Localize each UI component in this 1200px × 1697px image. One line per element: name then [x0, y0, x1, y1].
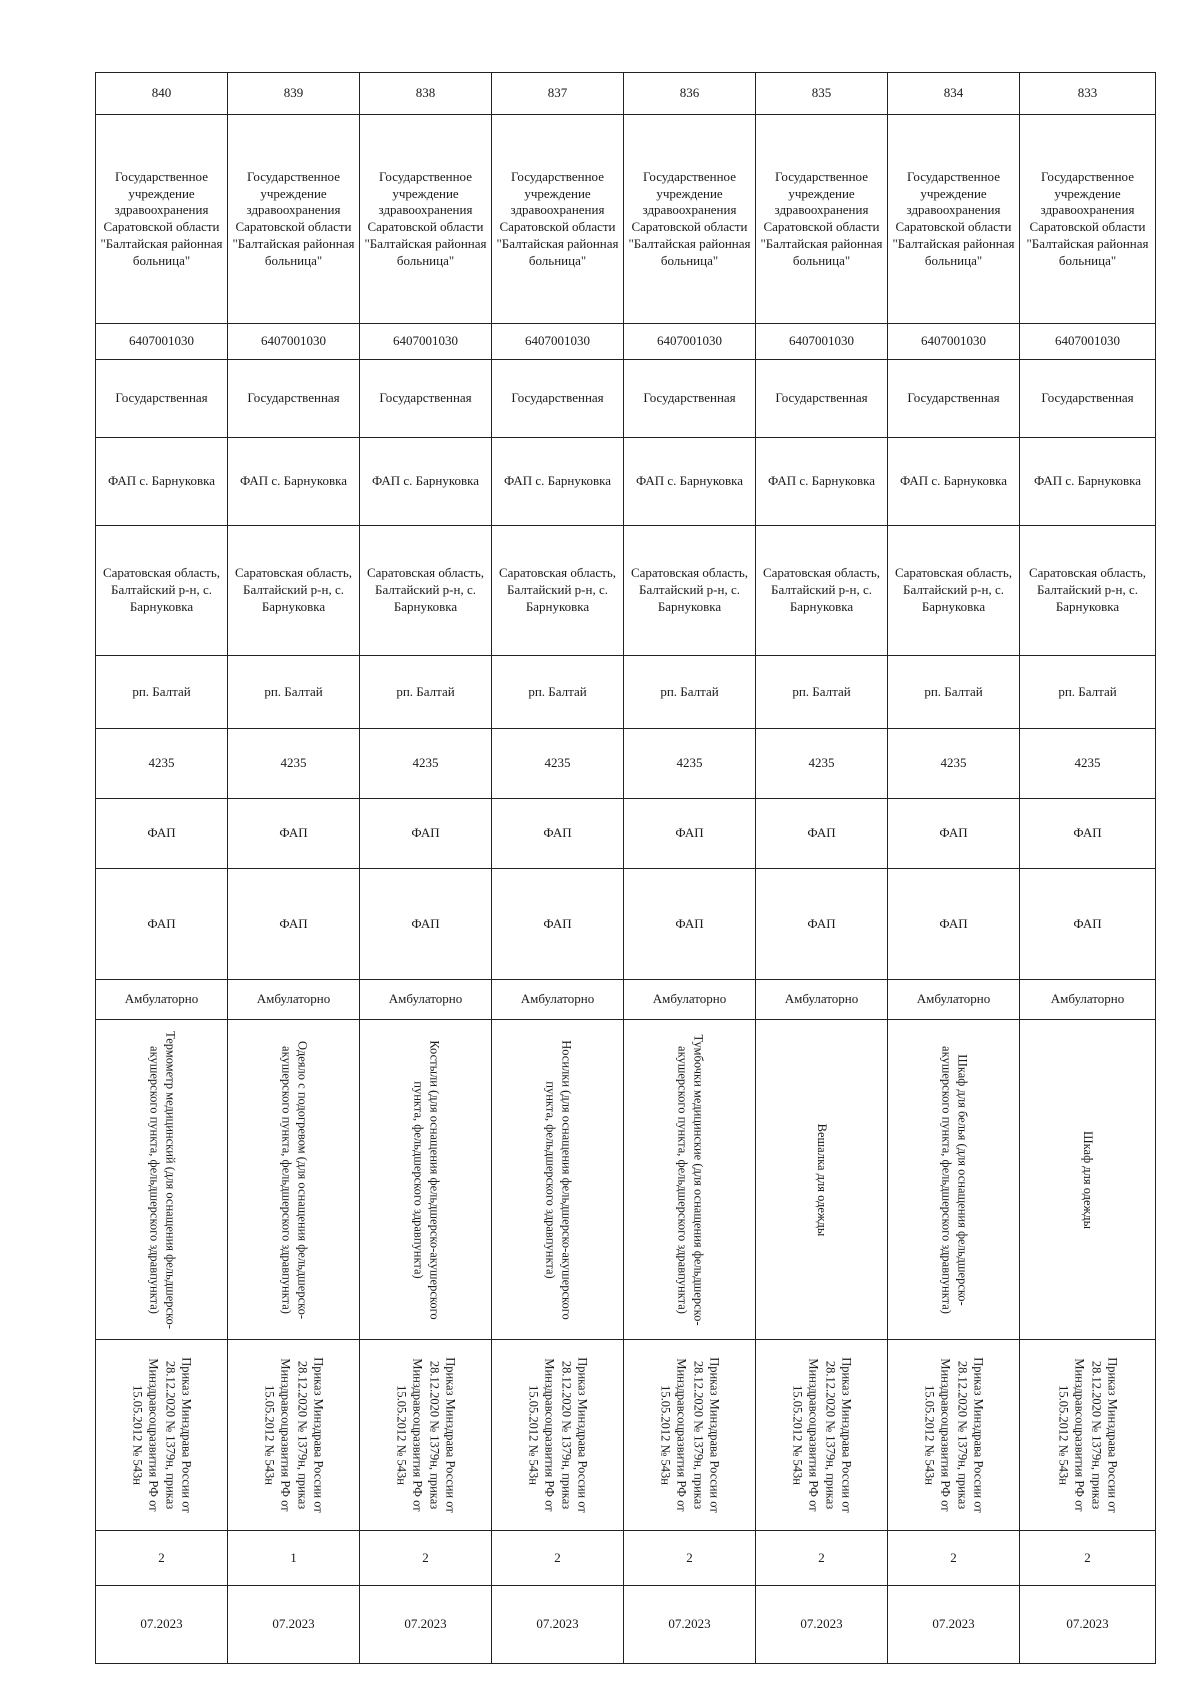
- inn-cell: 6407001030: [492, 324, 624, 359]
- regulation-text: Приказ Минздрава России от 28.12.2020 № 1379н, приказ Минздравсоцразвития РФ от 15.05.2012 № 543н: [658, 1357, 721, 1513]
- ownership-cell: Государственная: [360, 359, 492, 437]
- date-cell: 07.2023: [624, 1586, 756, 1664]
- regulation-text: Приказ Минздрава России от 28.12.2020 № 1379н, приказ Минздравсоцразвития РФ от 15.05.2012 № 543н: [922, 1357, 985, 1513]
- facility-subtype-cell: ФАП: [360, 869, 492, 980]
- care-condition-cell: Амбулаторно: [624, 980, 756, 1020]
- date-cell: 07.2023: [228, 1586, 360, 1664]
- record-number-cell: 838: [360, 73, 492, 115]
- record-number-cell: 835: [756, 73, 888, 115]
- table-row: [96, 656, 1156, 728]
- care-condition-cell: Амбулаторно: [756, 980, 888, 1020]
- inn-cell: 6407001030: [360, 324, 492, 359]
- equipment-name-text: Носилки (для оснащения фельдшерско-акушерского пункта, фельдшерского здравпункта): [542, 1039, 573, 1320]
- facility-type-cell: ФАП: [228, 799, 360, 869]
- date-cell: 07.2023: [492, 1586, 624, 1664]
- facility-cell: ФАП с. Барнуковка: [624, 438, 756, 525]
- population-cell: 4235: [360, 728, 492, 798]
- organization-cell: Государственное учреждение здравоохранения Саратовской области "Балтайская районная больница": [228, 115, 360, 324]
- equipment-name-cell: [624, 1020, 756, 1340]
- equipment-table: [95, 72, 1156, 1664]
- inn-cell: 6407001030: [624, 324, 756, 359]
- locality-cell: рп. Балтай: [624, 656, 756, 728]
- table-row: [96, 799, 1156, 869]
- quantity-cell: 2: [1020, 1531, 1156, 1586]
- quantity-cell: 1: [228, 1531, 360, 1586]
- date-cell: 07.2023: [360, 1586, 492, 1664]
- table-row: [96, 525, 1156, 656]
- facility-type-cell: ФАП: [360, 799, 492, 869]
- facility-type-cell: ФАП: [756, 799, 888, 869]
- regulation-cell: [888, 1340, 1020, 1531]
- facility-type-cell: ФАП: [96, 799, 228, 869]
- equipment-name-cell: [1020, 1020, 1156, 1340]
- organization-cell: Государственное учреждение здравоохранения Саратовской области "Балтайская районная больница": [756, 115, 888, 324]
- regulation-cell: [96, 1340, 228, 1531]
- quantity-cell: 2: [360, 1531, 492, 1586]
- record-number-cell: 836: [624, 73, 756, 115]
- regulation-text: Приказ Минздрава России от 28.12.2020 № 1379н, приказ Минздравсоцразвития РФ от 15.05.2012 № 543н: [790, 1357, 853, 1513]
- ownership-cell: Государственная: [1020, 359, 1156, 437]
- equipment-name-cell: [888, 1020, 1020, 1340]
- address-cell: Саратовская область, Балтайский р-н, с. Барнуковка: [756, 525, 888, 656]
- record-number-cell: 834: [888, 73, 1020, 115]
- population-cell: 4235: [888, 728, 1020, 798]
- inn-cell: 6407001030: [1020, 324, 1156, 359]
- address-cell: Саратовская область, Балтайский р-н, с. Барнуковка: [228, 525, 360, 656]
- equipment-name-cell: [756, 1020, 888, 1340]
- facility-subtype-cell: ФАП: [1020, 869, 1156, 980]
- equipment-name-text: Шкаф для белья (для оснащения фельдшерско-акушерского пункта, фельдшерского здравпункта): [938, 1045, 969, 1314]
- record-number-cell: 833: [1020, 73, 1156, 115]
- organization-cell: Государственное учреждение здравоохранения Саратовской области "Балтайская районная больница": [96, 115, 228, 324]
- facility-cell: ФАП с. Барнуковка: [756, 438, 888, 525]
- table-row: [96, 359, 1156, 437]
- locality-cell: рп. Балтай: [756, 656, 888, 728]
- record-number-cell: 837: [492, 73, 624, 115]
- regulation-cell: [624, 1340, 756, 1531]
- date-cell: 07.2023: [96, 1586, 228, 1664]
- quantity-cell: 2: [624, 1531, 756, 1586]
- table-row: [96, 1586, 1156, 1664]
- table-row: [96, 438, 1156, 525]
- ownership-cell: Государственная: [228, 359, 360, 437]
- table-row: [96, 728, 1156, 798]
- facility-cell: ФАП с. Барнуковка: [360, 438, 492, 525]
- organization-cell: Государственное учреждение здравоохранения Саратовской области "Балтайская районная больница": [492, 115, 624, 324]
- locality-cell: рп. Балтай: [96, 656, 228, 728]
- locality-cell: рп. Балтай: [360, 656, 492, 728]
- table-row: [96, 1531, 1156, 1586]
- population-cell: 4235: [624, 728, 756, 798]
- record-number-cell: 840: [96, 73, 228, 115]
- facility-cell: ФАП с. Барнуковка: [96, 438, 228, 525]
- organization-cell: Государственное учреждение здравоохранения Саратовской области "Балтайская районная больница": [624, 115, 756, 324]
- equipment-name-text: Вешалка для одежды: [814, 1123, 829, 1236]
- equipment-name-cell: [228, 1020, 360, 1340]
- quantity-cell: 2: [492, 1531, 624, 1586]
- locality-cell: рп. Балтай: [888, 656, 1020, 728]
- table-row: [96, 869, 1156, 980]
- ownership-cell: Государственная: [96, 359, 228, 437]
- facility-type-cell: ФАП: [1020, 799, 1156, 869]
- facility-cell: ФАП с. Барнуковка: [228, 438, 360, 525]
- facility-subtype-cell: ФАП: [888, 869, 1020, 980]
- population-cell: 4235: [96, 728, 228, 798]
- address-cell: Саратовская область, Балтайский р-н, с. Барнуковка: [492, 525, 624, 656]
- record-number-cell: 839: [228, 73, 360, 115]
- facility-type-cell: ФАП: [492, 799, 624, 869]
- date-cell: 07.2023: [1020, 1586, 1156, 1664]
- organization-cell: Государственное учреждение здравоохранения Саратовской области "Балтайская районная больница": [888, 115, 1020, 324]
- address-cell: Саратовская область, Балтайский р-н, с. Барнуковка: [360, 525, 492, 656]
- ownership-cell: Государственная: [492, 359, 624, 437]
- population-cell: 4235: [492, 728, 624, 798]
- population-cell: 4235: [1020, 728, 1156, 798]
- address-cell: Саратовская область, Балтайский р-н, с. Барнуковка: [1020, 525, 1156, 656]
- quantity-cell: 2: [756, 1531, 888, 1586]
- table-body: [96, 73, 1156, 1664]
- date-cell: 07.2023: [888, 1586, 1020, 1664]
- population-cell: 4235: [228, 728, 360, 798]
- facility-subtype-cell: ФАП: [228, 869, 360, 980]
- quantity-cell: 2: [888, 1531, 1020, 1586]
- regulation-cell: [492, 1340, 624, 1531]
- equipment-name-text: Тумбочки медицинские (для оснащения фельдшерско-акушерского пункта, фельдшерского здравпункта): [674, 1034, 705, 1326]
- facility-type-cell: ФАП: [888, 799, 1020, 869]
- regulation-text: Приказ Минздрава России от 28.12.2020 № 1379н, приказ Минздравсоцразвития РФ от 15.05.2012 № 543н: [526, 1357, 589, 1513]
- facility-subtype-cell: ФАП: [756, 869, 888, 980]
- ownership-cell: Государственная: [624, 359, 756, 437]
- equipment-name-text: Шкаф для одежды: [1080, 1130, 1095, 1229]
- address-cell: Саратовская область, Балтайский р-н, с. Барнуковка: [624, 525, 756, 656]
- inn-cell: 6407001030: [96, 324, 228, 359]
- table-row: [96, 980, 1156, 1020]
- facility-subtype-cell: ФАП: [96, 869, 228, 980]
- facility-cell: ФАП с. Барнуковка: [888, 438, 1020, 525]
- facility-subtype-cell: ФАП: [624, 869, 756, 980]
- facility-type-cell: ФАП: [624, 799, 756, 869]
- inn-cell: 6407001030: [888, 324, 1020, 359]
- ownership-cell: Государственная: [756, 359, 888, 437]
- table-row: [96, 1020, 1156, 1340]
- regulation-cell: [360, 1340, 492, 1531]
- ownership-cell: Государственная: [888, 359, 1020, 437]
- regulation-text: Приказ Минздрава России от 28.12.2020 № 1379н, приказ Минздравсоцразвития РФ от 15.05.2012 № 543н: [1056, 1357, 1119, 1513]
- document-sheet: [95, 72, 1155, 1664]
- table-row: [96, 115, 1156, 324]
- care-condition-cell: Амбулаторно: [360, 980, 492, 1020]
- locality-cell: рп. Балтай: [492, 656, 624, 728]
- regulation-text: Приказ Минздрава России от 28.12.2020 № 1379н, приказ Минздравсоцразвития РФ от 15.05.2012 № 543н: [130, 1357, 193, 1513]
- inn-cell: 6407001030: [228, 324, 360, 359]
- facility-subtype-cell: ФАП: [492, 869, 624, 980]
- regulation-cell: [756, 1340, 888, 1531]
- facility-cell: ФАП с. Барнуковка: [1020, 438, 1156, 525]
- organization-cell: Государственное учреждение здравоохранения Саратовской области "Балтайская районная больница": [360, 115, 492, 324]
- equipment-name-cell: [492, 1020, 624, 1340]
- care-condition-cell: Амбулаторно: [228, 980, 360, 1020]
- population-cell: 4235: [756, 728, 888, 798]
- quantity-cell: 2: [96, 1531, 228, 1586]
- locality-cell: рп. Балтай: [228, 656, 360, 728]
- care-condition-cell: Амбулаторно: [888, 980, 1020, 1020]
- inn-cell: 6407001030: [756, 324, 888, 359]
- address-cell: Саратовская область, Балтайский р-н, с. Барнуковка: [888, 525, 1020, 656]
- equipment-name-text: Одеяло с подогревом (для оснащения фельдшерско-акушерского пункта, фельдшерского здравпункта): [278, 1040, 309, 1319]
- care-condition-cell: Амбулаторно: [96, 980, 228, 1020]
- regulation-cell: [1020, 1340, 1156, 1531]
- equipment-name-text: Термометр медицинский (для оснащения фельдшерско-акушерского пункта, фельдшерского здравпункта): [146, 1030, 177, 1329]
- locality-cell: рп. Балтай: [1020, 656, 1156, 728]
- regulation-text: Приказ Минздрава России от 28.12.2020 № 1379н, приказ Минздравсоцразвития РФ от 15.05.2012 № 543н: [394, 1357, 457, 1513]
- care-condition-cell: Амбулаторно: [492, 980, 624, 1020]
- care-condition-cell: Амбулаторно: [1020, 980, 1156, 1020]
- equipment-name-text: Костыли (для оснащения фельдшерско-акушерского пункта, фельдшерского здравпункта): [410, 1040, 441, 1320]
- facility-cell: ФАП с. Барнуковка: [492, 438, 624, 525]
- equipment-name-cell: [96, 1020, 228, 1340]
- table-row: [96, 1340, 1156, 1531]
- address-cell: Саратовская область, Балтайский р-н, с. Барнуковка: [96, 525, 228, 656]
- equipment-name-cell: [360, 1020, 492, 1340]
- regulation-cell: [228, 1340, 360, 1531]
- organization-cell: Государственное учреждение здравоохранения Саратовской области "Балтайская районная больница": [1020, 115, 1156, 324]
- table-row: [96, 324, 1156, 359]
- regulation-text: Приказ Минздрава России от 28.12.2020 № 1379н, приказ Минздравсоцразвития РФ от 15.05.2012 № 543н: [262, 1357, 325, 1513]
- date-cell: 07.2023: [756, 1586, 888, 1664]
- table-row: [96, 73, 1156, 115]
